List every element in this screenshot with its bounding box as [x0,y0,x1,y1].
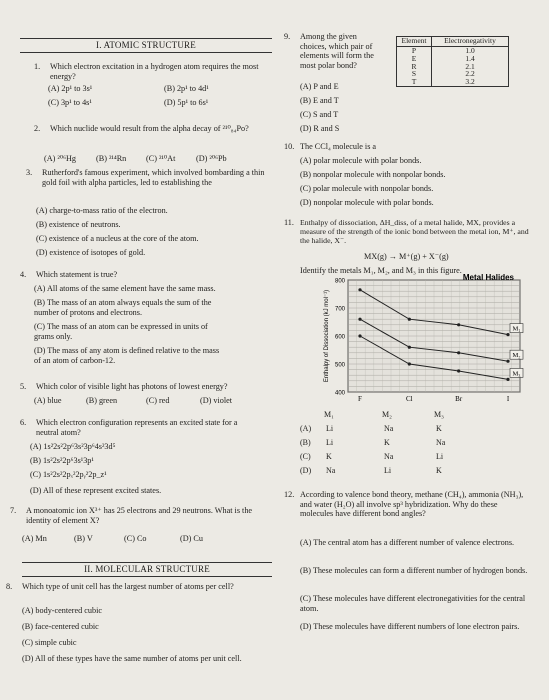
option-d[interactable]: (D) violet [200,396,233,405]
option-c[interactable]: (C) ²¹⁰At [146,154,176,163]
data-point [408,346,411,349]
option-a[interactable]: (A) P and E [300,82,339,91]
option-d[interactable]: (D) existence of isotopes of gold. [36,248,146,257]
y-tick-label: 800 [334,278,345,285]
question-text: Among the given choices, which pair of elements will form the most polar bond? [300,32,374,71]
option-a[interactable]: (A) The central atom has a different number of valence electrons. [300,538,515,547]
question-number: 4. [20,270,27,279]
x-tick-label: Cl [406,395,413,403]
question-number: 6. [20,418,27,427]
option-b[interactable]: (B) These molecules can form a different number of hydrogen bonds. [300,566,528,575]
option-d[interactable]: (D) These molecules have different numbers of lone electron pairs. [300,622,520,631]
option-a[interactable]: (A) charge-to-mass ratio of the electron. [36,206,168,215]
data-point [506,333,509,336]
data-point [408,362,411,365]
option-b[interactable]: (B) The mass of an atom always equals the sum of the number of protons and electrons. [34,298,212,317]
option-c[interactable]: (C) Co [124,534,147,543]
section-title-molecular-structure: II. MOLECULAR STRUCTURE [22,562,272,577]
option-a[interactable]: (A) All atoms of the same element have the same mass. [34,284,216,293]
option-d[interactable]: (D) 5p¹ to 6s¹ [164,98,209,107]
y-tick-label: 400 [334,390,345,397]
table-header-element: Element [397,37,432,46]
question-number: 12. [284,490,295,499]
option-d[interactable]: (D) All of these types have the same number of atoms per unit cell. [22,654,242,663]
option-c[interactable]: (C) existence of a nucleus at the core of the atom. [36,234,199,243]
option-a[interactable]: (A) body-centered cubic [22,606,103,615]
question-number: 8. [6,582,13,591]
x-tick-label: Br [455,395,463,403]
question-text: Which statement is true? [36,270,118,279]
option-c[interactable]: (C) red [146,396,170,405]
chart-title: Metal Halides [462,274,514,282]
question-number: 3. [26,168,33,177]
option-c[interactable]: (C) S and T [300,110,339,119]
column-header-m3: M₃ [434,410,444,419]
question-number: 1. [34,62,41,71]
question-number: 2. [34,124,41,133]
option-a[interactable]: (A) Mn [22,534,47,543]
question-text: The CCl₄ molecule is a [300,142,377,151]
option-a[interactable]: (A) blue [34,396,62,405]
table-row: S 2.2 [397,70,508,78]
series-label: M₁ [512,325,521,333]
reaction-equation: MX(g) → M⁺(g) + X⁻(g) [364,252,449,261]
data-point [457,369,460,372]
y-tick-label: 600 [334,334,345,341]
option-b[interactable]: (B) green [86,396,118,405]
series-label: M₃ [512,370,521,378]
column-header-m1: M₁ [324,410,334,419]
question-text: Which type of unit cell has the largest number of atoms per cell? [22,582,234,591]
data-point [457,351,460,354]
option-c[interactable]: (C) 1s²2s²2pₓ²2pᵧ²2p_z¹ [30,470,107,479]
data-point [358,334,361,337]
question-number: 10. [284,142,295,151]
y-tick-label: 700 [334,306,345,313]
question-text: Which electron configuration represents an excited state for a neutral atom? [36,418,238,437]
option-b[interactable]: (B) V [74,534,93,543]
section-title-atomic-structure: I. ATOMIC STRUCTURE [20,38,272,53]
data-point [506,378,509,381]
option-b[interactable]: (B) nonpolar molecule with nonpolar bonds. [300,170,446,179]
option-d[interactable]: (D) nonpolar molecule with polar bonds. [300,198,434,207]
data-point [506,360,509,363]
option-c[interactable]: (C) These molecules have different electronegativities for the central atom. [300,594,526,613]
question-number: 11. [284,218,294,227]
metal-halides-chart [318,274,532,410]
table-row: T 3.2 [397,78,508,86]
x-tick-label: I [506,395,510,403]
option-a[interactable]: (A) 2p¹ to 3s¹ [48,84,93,93]
question-text: Which nuclide would result from the alpha decay of ²¹⁰₈₄Po? [50,124,249,133]
y-tick-label: 500 [334,362,345,369]
series-label: M₂ [512,352,521,360]
option-c[interactable]: (C) 3p¹ to 4s¹ [48,98,92,107]
question-number: 9. [284,32,291,41]
option-b[interactable]: (B) 2p¹ to 4d¹ [164,84,209,93]
option-d[interactable]: (D) R and S [300,124,340,133]
table-row: R 2.1 [397,63,508,71]
option-c[interactable]: (C) polar molecule with nonpolar bonds. [300,184,434,193]
option-d[interactable]: (D) All of these represent excited states. [30,486,162,495]
option-b[interactable]: (B) E and T [300,96,339,105]
x-tick-label: F [358,395,362,403]
option-a[interactable]: (A) 1s²2s²2p⁶3s²3p⁶4s²3d⁵ [30,442,116,451]
option-a[interactable]: (A) ²⁰⁶Hg [44,154,77,163]
question-prompt: Identify the metals M₁, M₂, and M₃ in this figure. [300,266,462,275]
option-a[interactable]: (A) polar molecule with polar bonds. [300,156,422,165]
data-point [408,318,411,321]
question-text: A monoatomic ion X³⁺ has 25 electrons and 29 neutrons. What is the identity of element X? [26,506,253,525]
option-b[interactable]: (B) 1s²2s²2p⁶3s¹3p¹ [30,456,94,465]
table-header-electronegativity: Electronegativity [444,36,496,45]
question-text: Rutherford's famous experiment, which involved bombarding a thin gold foil with alpha particles, led to establishing the [42,168,265,187]
data-point [358,318,361,321]
option-d[interactable]: (D) The mass of any atom is defined relative to the mass of an atom of carbon-12. [34,346,220,365]
option-b[interactable]: (B) face-centered cubic [22,622,99,631]
y-axis-label: Enthalpy of Dissociation (kJ mol⁻¹) [324,289,330,383]
option-b[interactable]: (B) existence of neutrons. [36,220,121,229]
question-number: 7. [10,506,17,515]
option-c[interactable]: (C) The mass of an atom can be expressed in units of grams only. [34,322,208,341]
question-number: 5. [20,382,27,391]
column-header-m2: M₂ [382,410,392,419]
question-text: Which electron excitation in a hydrogen atom requires the most energy? [50,62,259,81]
question-text: Enthalpy of dissociation, ΔH_diss, of a metal halide, MX, provides a measure of the strength of the ionic bond between the metal ion, M⁺, and the halide, X⁻. [300,218,529,246]
option-c[interactable]: (C) simple cubic [22,638,77,647]
electronegativity-table [396,36,509,87]
option-b[interactable]: (B) ²¹⁴Rn [96,154,127,163]
option-d[interactable]: (D) ²⁰⁶Pb [196,154,227,163]
option-d[interactable]: (D) Cu [180,534,203,543]
chart-svg [318,274,532,410]
data-point [358,288,361,291]
q11-options-table: M₁ M₂ M₃ (A) Li Na K (B) Li K Na (C) K Na Li (D) Na Li K [300,410,446,475]
question-text: According to valence bond theory, methane (CH₄), ammonia (NH₃), and water (H₂O) all involve sp³ hybridization. Why do these molecules have different bond angles? [300,490,524,519]
table-row: E 1.4 [397,55,508,63]
table-row: P 1.0 [397,47,508,55]
data-point [457,323,460,326]
question-text: Which color of visible light has photons of lowest energy? [36,382,228,391]
